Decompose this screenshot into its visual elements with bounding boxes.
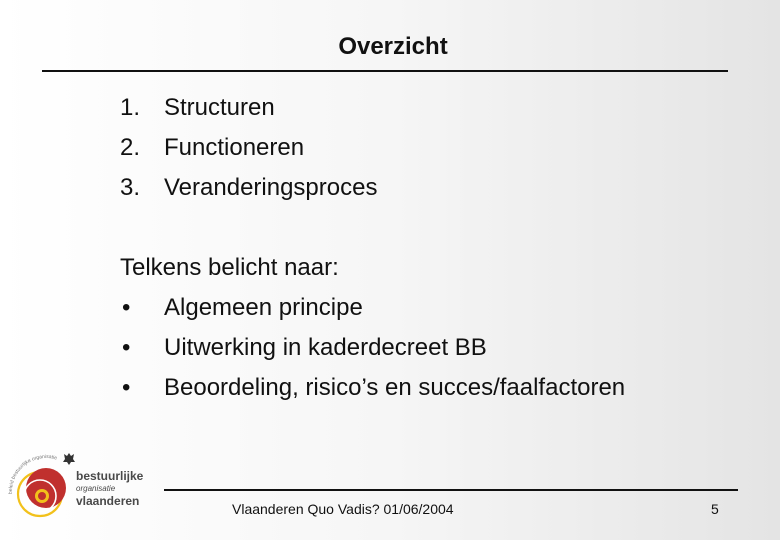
list-item xyxy=(120,88,377,128)
bullet-item xyxy=(120,368,625,408)
section-list xyxy=(120,88,377,208)
footer-text: Vlaanderen Quo Vadis? 01/06/2004 xyxy=(232,501,454,517)
bullet-label: Algemeen principe xyxy=(164,294,363,321)
list-number: 3. xyxy=(120,174,141,201)
list-item xyxy=(120,168,377,208)
page-number: 5 xyxy=(711,501,719,517)
list-number: 1. xyxy=(120,94,141,121)
logo-red-disc xyxy=(26,468,66,508)
bullet-item xyxy=(120,328,625,368)
bullet-icon: • xyxy=(122,374,131,401)
logo-line2: organisatie xyxy=(76,484,116,493)
footer-divider xyxy=(164,489,738,491)
list-label: Veranderingsproces xyxy=(164,174,378,201)
list-item xyxy=(120,128,377,168)
logo-line1: bestuurlijke xyxy=(76,469,144,483)
bullet-label: Uitwerking in kaderdecreet BB xyxy=(164,334,487,361)
lion-icon xyxy=(63,453,75,465)
title-divider xyxy=(42,70,728,72)
intro-text: Telkens belicht naar: xyxy=(120,254,339,281)
organization-logo xyxy=(6,446,166,522)
bullet-list xyxy=(120,288,625,408)
bullet-item xyxy=(120,288,625,328)
slide-title: Overzicht xyxy=(338,33,448,60)
logo-arc-text: beleid bestuurlijke organisatie xyxy=(7,453,58,495)
logo-inner-dot xyxy=(38,492,46,500)
bullet-icon: • xyxy=(122,334,131,361)
list-number: 2. xyxy=(120,134,141,161)
bullet-label: Beoordeling, risico’s en succes/faalfactoren xyxy=(164,374,626,401)
bullet-icon: • xyxy=(122,294,131,321)
logo-line3: vlaanderen xyxy=(76,494,140,508)
list-label: Structuren xyxy=(164,94,275,121)
list-label: Functioneren xyxy=(164,134,305,161)
